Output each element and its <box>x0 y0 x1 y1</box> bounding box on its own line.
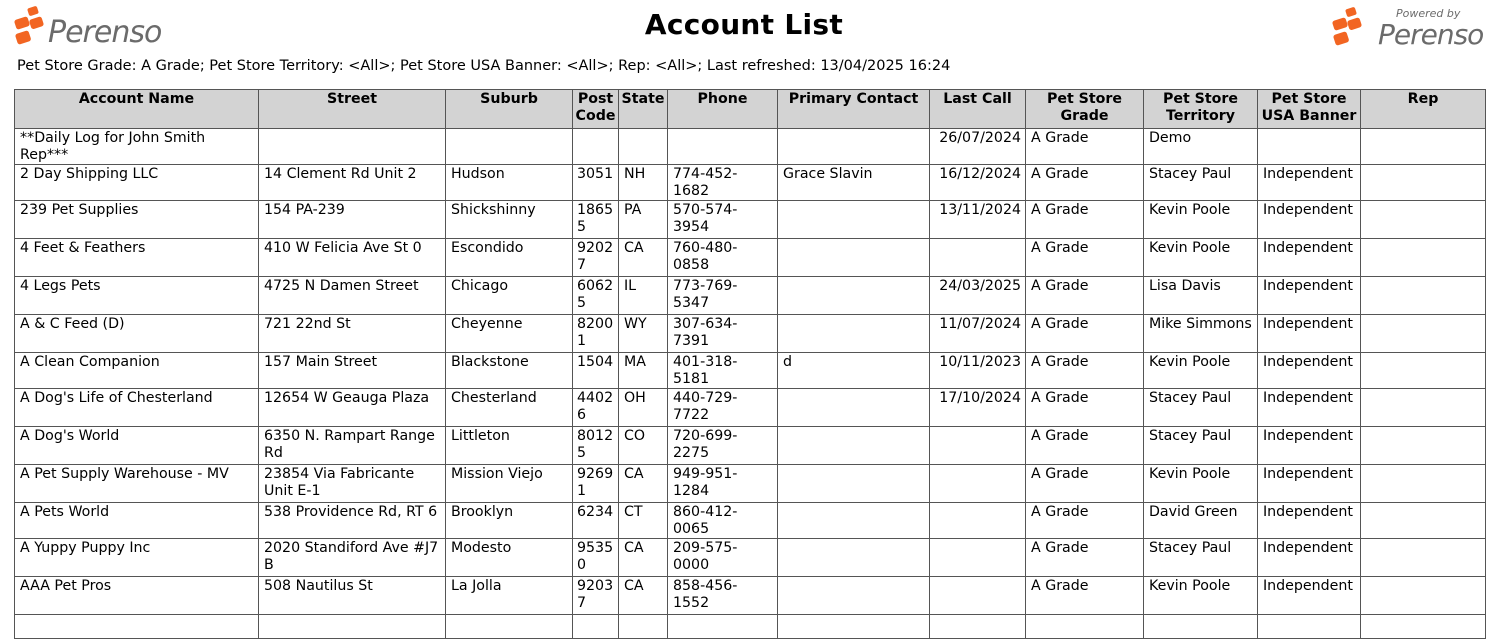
cell-pet-store-usa-banner: Independent <box>1258 201 1361 239</box>
cell-pet-store-territory: Demo <box>1144 129 1258 165</box>
cell-post-code: 92037 <box>573 577 619 615</box>
cell-account-name: **Daily Log for John Smith Rep*** <box>15 129 259 165</box>
svg-text:Perenso: Perenso <box>48 15 162 48</box>
cell-post-code: 80125 <box>573 427 619 465</box>
cell-pet-store-territory: Kevin Poole <box>1144 465 1258 503</box>
cell-phone: 307-634-7391 <box>668 315 778 353</box>
cell-rep <box>1361 315 1486 353</box>
cell-pet-store-grade: A Grade <box>1026 315 1144 353</box>
cell-street: 4725 N Damen Street <box>259 277 446 315</box>
cell-post-code: 3051 <box>573 165 619 201</box>
cell-last-call <box>930 539 1026 577</box>
table-row[interactable] <box>15 577 1486 615</box>
cell-state: MA <box>619 353 668 389</box>
cell-primary-contact <box>778 615 930 639</box>
table-row[interactable] <box>15 503 1486 539</box>
cell-phone: 949-951-1284 <box>668 465 778 503</box>
cell-pet-store-usa-banner: Independent <box>1258 165 1361 201</box>
table-row[interactable] <box>15 465 1486 503</box>
cell-pet-store-usa-banner: Independent <box>1258 277 1361 315</box>
cell-street: 508 Nautilus St <box>259 577 446 615</box>
cell-rep <box>1361 165 1486 201</box>
cell-account-name: A Clean Companion <box>15 353 259 389</box>
table-row[interactable] <box>15 129 1486 165</box>
cell-pet-store-grade: A Grade <box>1026 239 1144 277</box>
cell-rep <box>1361 389 1486 427</box>
cell-pet-store-territory: Kevin Poole <box>1144 239 1258 277</box>
cell-street: 538 Providence Rd, RT 6 <box>259 503 446 539</box>
table-header-row <box>15 90 1486 129</box>
cell-pet-store-territory: Stacey Paul <box>1144 427 1258 465</box>
cell-last-call <box>930 465 1026 503</box>
cell-rep <box>1361 577 1486 615</box>
cell-rep <box>1361 277 1486 315</box>
column-header-street[interactable]: Street <box>259 90 446 129</box>
cell-rep <box>1361 239 1486 277</box>
table-row[interactable] <box>15 165 1486 201</box>
cell-phone: 209-575-0000 <box>668 539 778 577</box>
column-header-pet-store-grade[interactable]: Pet Store Grade <box>1026 90 1144 129</box>
cell-primary-contact <box>778 539 930 577</box>
cell-state: CA <box>619 539 668 577</box>
cell-rep <box>1361 353 1486 389</box>
cell-state: CO <box>619 427 668 465</box>
cell-suburb: Chesterland <box>446 389 573 427</box>
cell-phone <box>668 615 778 639</box>
cell-post-code: 95350 <box>573 539 619 577</box>
table-row[interactable] <box>15 389 1486 427</box>
cell-suburb: Hudson <box>446 165 573 201</box>
column-header-pet-store-territory[interactable]: Pet Store Territory <box>1144 90 1258 129</box>
cell-rep <box>1361 427 1486 465</box>
cell-state: CA <box>619 465 668 503</box>
cell-rep <box>1361 129 1486 165</box>
table-row[interactable] <box>15 353 1486 389</box>
cell-suburb: Littleton <box>446 427 573 465</box>
cell-street: 410 W Felicia Ave St 0 <box>259 239 446 277</box>
report-filters: Pet Store Grade: A Grade; Pet Store Territory: <All>; Pet Store USA Banner: <All>; Rep: <All>; Last refreshed: 13/04/2025 16:24 <box>17 58 951 74</box>
cell-street <box>259 615 446 639</box>
table-row[interactable] <box>15 239 1486 277</box>
cell-pet-store-grade: A Grade <box>1026 277 1144 315</box>
cell-state: NH <box>619 165 668 201</box>
cell-post-code: 82001 <box>573 315 619 353</box>
cell-account-name: A Pet Supply Warehouse - MV <box>15 465 259 503</box>
column-header-state[interactable]: State <box>619 90 668 129</box>
cell-street: 14 Clement Rd Unit 2 <box>259 165 446 201</box>
cell-phone <box>668 129 778 165</box>
cell-street: 2020 Standiford Ave #J7 B <box>259 539 446 577</box>
cell-primary-contact <box>778 427 930 465</box>
cell-primary-contact: d <box>778 353 930 389</box>
cell-primary-contact <box>778 315 930 353</box>
cell-state: WY <box>619 315 668 353</box>
cell-street: 6350 N. Rampart Range Rd <box>259 427 446 465</box>
cell-pet-store-usa-banner: Independent <box>1258 577 1361 615</box>
cell-state <box>619 615 668 639</box>
table-row[interactable] <box>15 315 1486 353</box>
cell-pet-store-territory: Kevin Poole <box>1144 353 1258 389</box>
table-row[interactable] <box>15 615 1486 639</box>
cell-pet-store-usa-banner <box>1258 615 1361 639</box>
cell-account-name: A Yuppy Puppy Inc <box>15 539 259 577</box>
cell-account-name: A & C Feed (D) <box>15 315 259 353</box>
cell-street: 721 22nd St <box>259 315 446 353</box>
cell-suburb: Shickshinny <box>446 201 573 239</box>
table-row[interactable] <box>15 201 1486 239</box>
cell-pet-store-usa-banner: Independent <box>1258 465 1361 503</box>
cell-primary-contact <box>778 577 930 615</box>
cell-account-name: 239 Pet Supplies <box>15 201 259 239</box>
cell-pet-store-grade: A Grade <box>1026 129 1144 165</box>
cell-street: 157 Main Street <box>259 353 446 389</box>
cell-pet-store-grade: A Grade <box>1026 353 1144 389</box>
cell-primary-contact <box>778 503 930 539</box>
cell-suburb: Cheyenne <box>446 315 573 353</box>
cell-last-call: 24/03/2025 <box>930 277 1026 315</box>
column-header-account-name[interactable]: Account Name <box>15 90 259 129</box>
cell-pet-store-territory: Stacey Paul <box>1144 389 1258 427</box>
svg-text:Powered by: Powered by <box>1396 7 1461 20</box>
cell-post-code: 44026 <box>573 389 619 427</box>
cell-post-code: 1504 <box>573 353 619 389</box>
cell-primary-contact <box>778 465 930 503</box>
cell-rep <box>1361 465 1486 503</box>
cell-phone: 720-699-2275 <box>668 427 778 465</box>
cell-pet-store-usa-banner: Independent <box>1258 539 1361 577</box>
cell-post-code <box>573 129 619 165</box>
cell-account-name: A Pets World <box>15 503 259 539</box>
cell-pet-store-usa-banner: Independent <box>1258 427 1361 465</box>
cell-state: PA <box>619 201 668 239</box>
column-header-last-call[interactable]: Last Call <box>930 90 1026 129</box>
cell-primary-contact <box>778 389 930 427</box>
cell-primary-contact: Grace Slavin <box>778 165 930 201</box>
cell-account-name: A Dog's Life of Chesterland <box>15 389 259 427</box>
cell-pet-store-usa-banner: Independent <box>1258 315 1361 353</box>
cell-pet-store-territory <box>1144 615 1258 639</box>
cell-rep <box>1361 615 1486 639</box>
cell-state: IL <box>619 277 668 315</box>
cell-primary-contact <box>778 277 930 315</box>
column-header-pet-store-usa-banner[interactable]: Pet Store USA Banner <box>1258 90 1361 129</box>
cell-suburb <box>446 129 573 165</box>
cell-street <box>259 129 446 165</box>
column-header-phone[interactable]: Phone <box>668 90 778 129</box>
cell-post-code <box>573 615 619 639</box>
cell-last-call <box>930 239 1026 277</box>
cell-state: OH <box>619 389 668 427</box>
powered-by-perenso-logo <box>1330 5 1488 49</box>
cell-pet-store-grade: A Grade <box>1026 389 1144 427</box>
cell-pet-store-usa-banner: Independent <box>1258 239 1361 277</box>
cell-post-code: 18655 <box>573 201 619 239</box>
cell-account-name: 4 Feet & Feathers <box>15 239 259 277</box>
cell-account-name: AAA Pet Pros <box>15 577 259 615</box>
cell-pet-store-grade: A Grade <box>1026 201 1144 239</box>
cell-phone: 760-480-0858 <box>668 239 778 277</box>
cell-primary-contact <box>778 201 930 239</box>
page-title: Account List <box>644 8 844 41</box>
cell-phone: 401-318-5181 <box>668 353 778 389</box>
cell-primary-contact <box>778 129 930 165</box>
table-row[interactable] <box>15 427 1486 465</box>
cell-phone: 570-574-3954 <box>668 201 778 239</box>
cell-state: CT <box>619 503 668 539</box>
cell-post-code: 60625 <box>573 277 619 315</box>
column-header-post-code[interactable]: Post Code <box>573 90 619 129</box>
cell-pet-store-usa-banner: Independent <box>1258 353 1361 389</box>
cell-account-name: 2 Day Shipping LLC <box>15 165 259 201</box>
cell-state: CA <box>619 577 668 615</box>
cell-phone: 774-452-1682 <box>668 165 778 201</box>
svg-text:Perenso: Perenso <box>1378 18 1484 49</box>
cell-state: CA <box>619 239 668 277</box>
cell-post-code: 6234 <box>573 503 619 539</box>
perenso-mark-icon <box>1332 7 1362 46</box>
table-row[interactable] <box>15 277 1486 315</box>
cell-pet-store-grade: A Grade <box>1026 503 1144 539</box>
cell-suburb: Blackstone <box>446 353 573 389</box>
cell-pet-store-territory: Kevin Poole <box>1144 201 1258 239</box>
cell-state <box>619 129 668 165</box>
cell-primary-contact <box>778 239 930 277</box>
cell-pet-store-usa-banner <box>1258 129 1361 165</box>
cell-street: 154 PA-239 <box>259 201 446 239</box>
column-header-rep[interactable]: Rep <box>1361 90 1486 129</box>
cell-suburb: Brooklyn <box>446 503 573 539</box>
cell-last-call: 26/07/2024 <box>930 129 1026 165</box>
cell-pet-store-territory: Stacey Paul <box>1144 165 1258 201</box>
cell-pet-store-grade: A Grade <box>1026 465 1144 503</box>
cell-rep <box>1361 503 1486 539</box>
cell-account-name: 4 Legs Pets <box>15 277 259 315</box>
cell-phone: 440-729-7722 <box>668 389 778 427</box>
cell-pet-store-grade <box>1026 615 1144 639</box>
cell-pet-store-territory: Lisa Davis <box>1144 277 1258 315</box>
cell-last-call: 16/12/2024 <box>930 165 1026 201</box>
column-header-primary-contact[interactable]: Primary Contact <box>778 90 930 129</box>
cell-last-call: 10/11/2023 <box>930 353 1026 389</box>
cell-phone: 773-769-5347 <box>668 277 778 315</box>
cell-last-call <box>930 427 1026 465</box>
cell-last-call <box>930 615 1026 639</box>
cell-account-name: A Dog's World <box>15 427 259 465</box>
column-header-suburb[interactable]: Suburb <box>446 90 573 129</box>
cell-last-call: 11/07/2024 <box>930 315 1026 353</box>
cell-suburb <box>446 615 573 639</box>
cell-phone: 860-412-0065 <box>668 503 778 539</box>
cell-pet-store-territory: David Green <box>1144 503 1258 539</box>
table-row[interactable] <box>15 539 1486 577</box>
cell-post-code: 92691 <box>573 465 619 503</box>
cell-suburb: Mission Viejo <box>446 465 573 503</box>
cell-pet-store-usa-banner: Independent <box>1258 389 1361 427</box>
cell-pet-store-usa-banner: Independent <box>1258 503 1361 539</box>
account-table <box>14 89 1486 639</box>
cell-pet-store-grade: A Grade <box>1026 577 1144 615</box>
cell-street: 23854 Via Fabricante Unit E-1 <box>259 465 446 503</box>
cell-rep <box>1361 539 1486 577</box>
cell-last-call: 13/11/2024 <box>930 201 1026 239</box>
cell-last-call <box>930 577 1026 615</box>
cell-pet-store-grade: A Grade <box>1026 427 1144 465</box>
cell-last-call: 17/10/2024 <box>930 389 1026 427</box>
cell-pet-store-territory: Kevin Poole <box>1144 577 1258 615</box>
cell-suburb: La Jolla <box>446 577 573 615</box>
cell-pet-store-grade: A Grade <box>1026 539 1144 577</box>
cell-post-code: 92027 <box>573 239 619 277</box>
cell-last-call <box>930 503 1026 539</box>
cell-account-name <box>15 615 259 639</box>
cell-phone: 858-456-1552 <box>668 577 778 615</box>
cell-street: 12654 W Geauga Plaza <box>259 389 446 427</box>
cell-pet-store-grade: A Grade <box>1026 165 1144 201</box>
cell-rep <box>1361 201 1486 239</box>
cell-pet-store-territory: Stacey Paul <box>1144 539 1258 577</box>
cell-suburb: Modesto <box>446 539 573 577</box>
cell-suburb: Escondido <box>446 239 573 277</box>
cell-suburb: Chicago <box>446 277 573 315</box>
cell-pet-store-territory: Mike Simmons <box>1144 315 1258 353</box>
